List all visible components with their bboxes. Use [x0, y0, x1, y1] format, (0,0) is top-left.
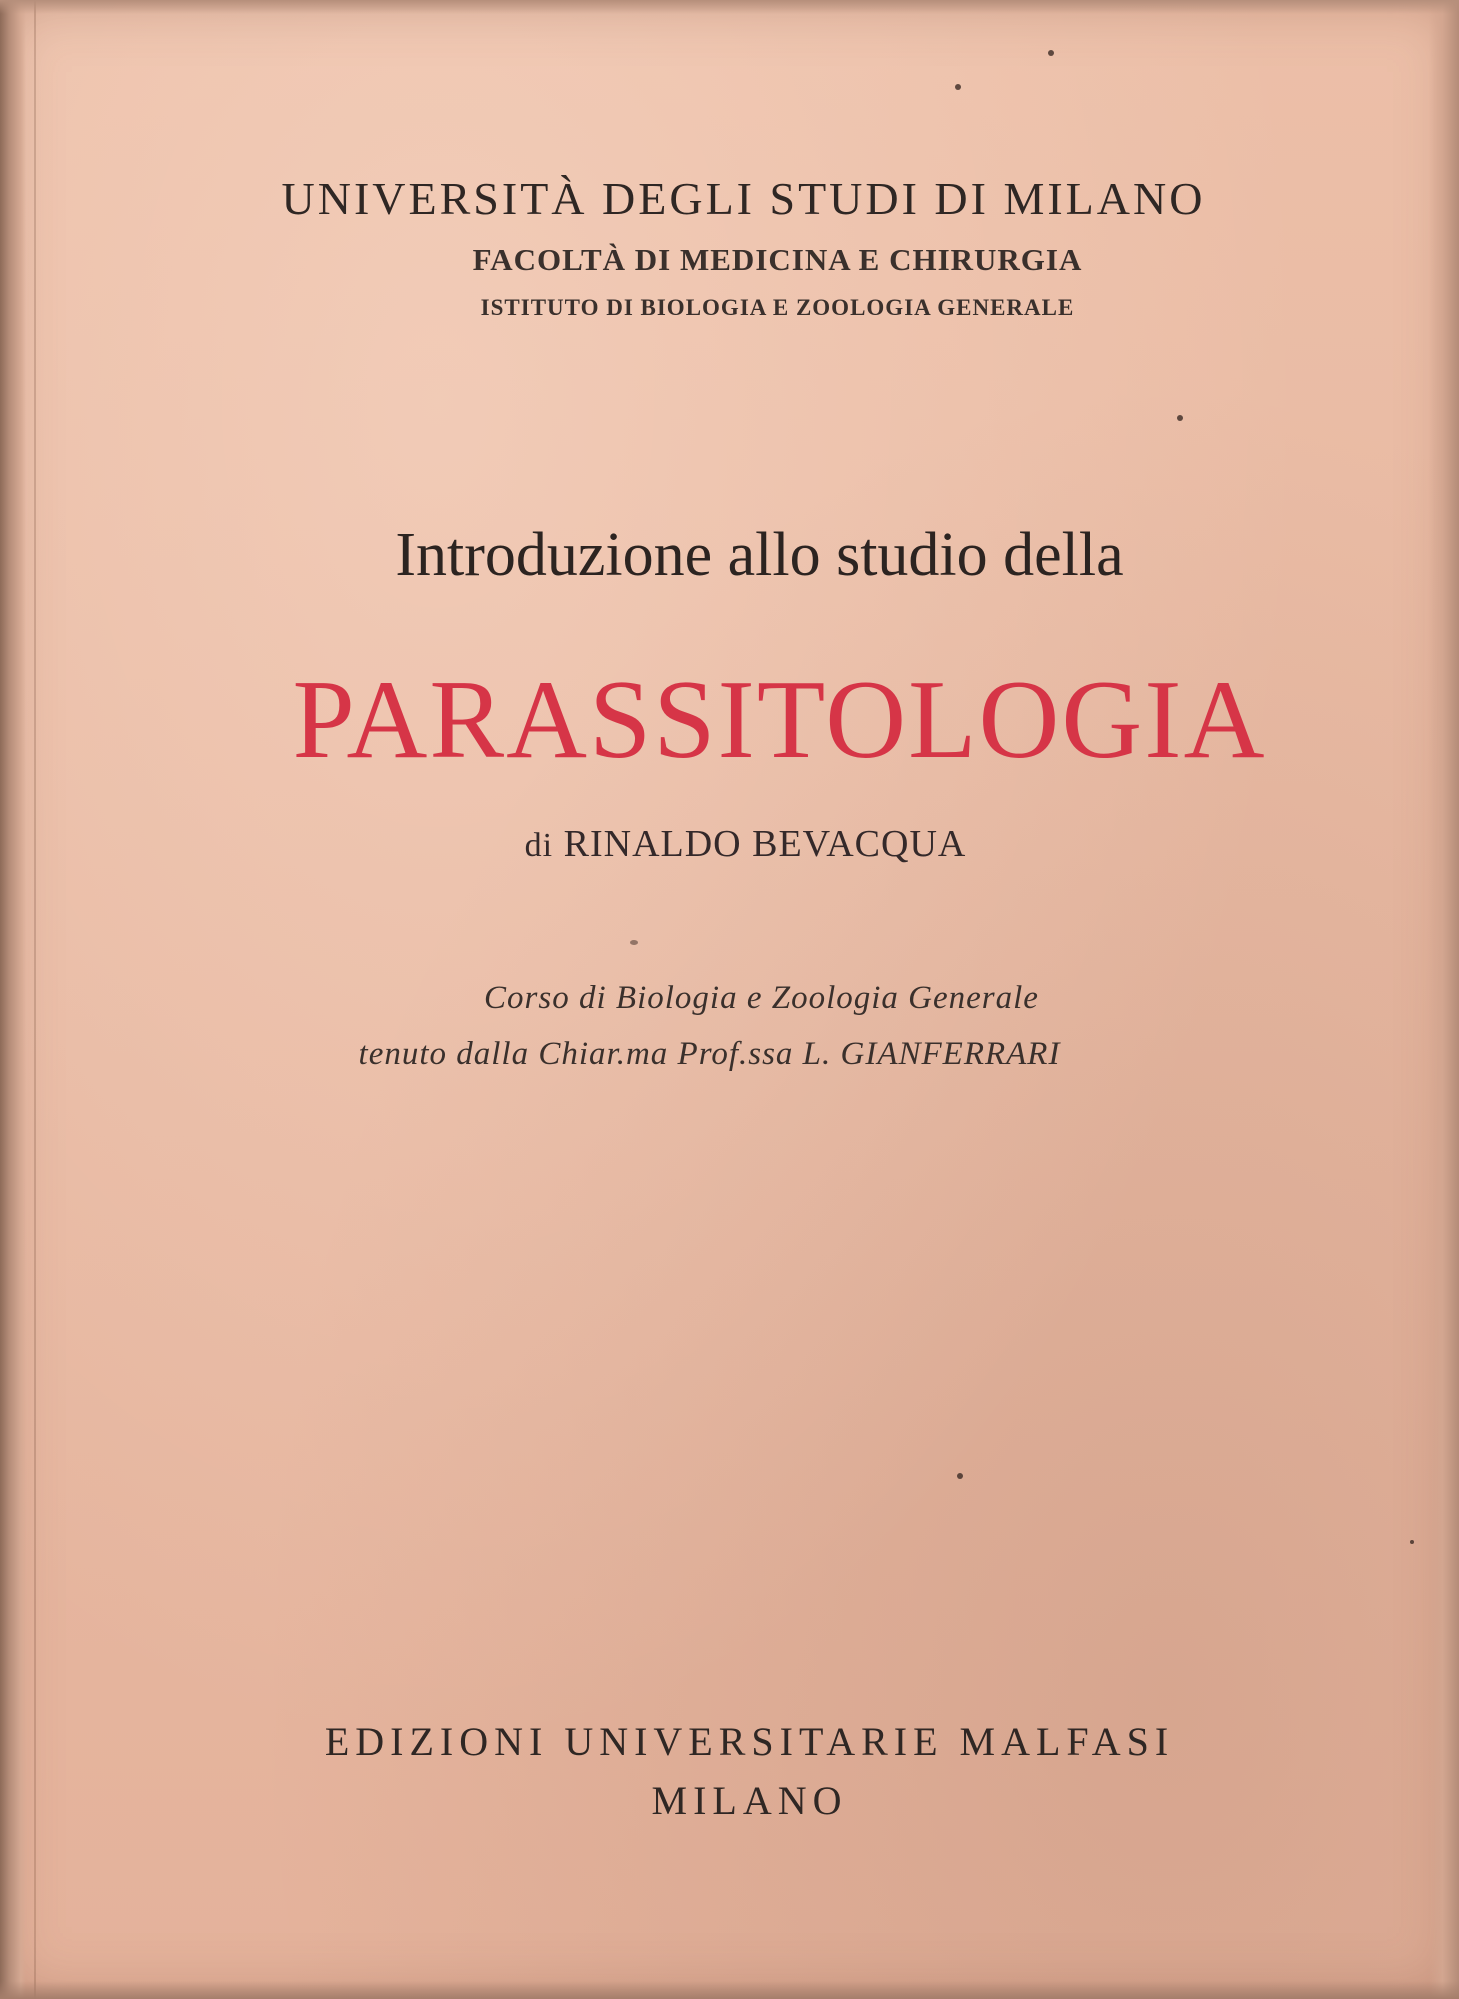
ink-speck	[955, 84, 961, 90]
ink-speck	[1410, 1540, 1414, 1544]
ink-speck	[630, 940, 638, 945]
faculty-name: FACOLTÀ DI MEDICINA E CHIRURGIA	[472, 242, 1083, 277]
university-name: UNIVERSITÀ DEGLI STUDI DI MILANO	[281, 173, 1206, 224]
author-prefix: di	[524, 827, 554, 864]
ink-speck	[1048, 50, 1054, 56]
ink-speck	[957, 1473, 963, 1479]
author-name: RINALDO BEVACQUA	[563, 823, 967, 865]
ink-speck	[1177, 415, 1183, 421]
publisher-city: MILANO	[651, 1778, 848, 1823]
course-line-1: Corso di Biologia e Zoologia Generale	[484, 980, 1039, 1016]
cover-bottom-edge	[0, 1981, 1459, 1999]
title-intro: Introduzione allo studio della	[395, 521, 1124, 589]
course-line-2: tenuto dalla Chiar.ma Prof.ssa L. GIANFERRARI	[358, 1036, 1061, 1072]
cover-top-edge	[0, 0, 1459, 14]
publisher-name: EDIZIONI UNIVERSITARIE MALFASI	[324, 1719, 1175, 1764]
author-line	[0, 822, 1459, 866]
institute-name: ISTITUTO DI BIOLOGIA E ZOOLOGIA GENERALE	[480, 295, 1075, 320]
book-title: PARASSITOLOGIA	[292, 658, 1267, 782]
